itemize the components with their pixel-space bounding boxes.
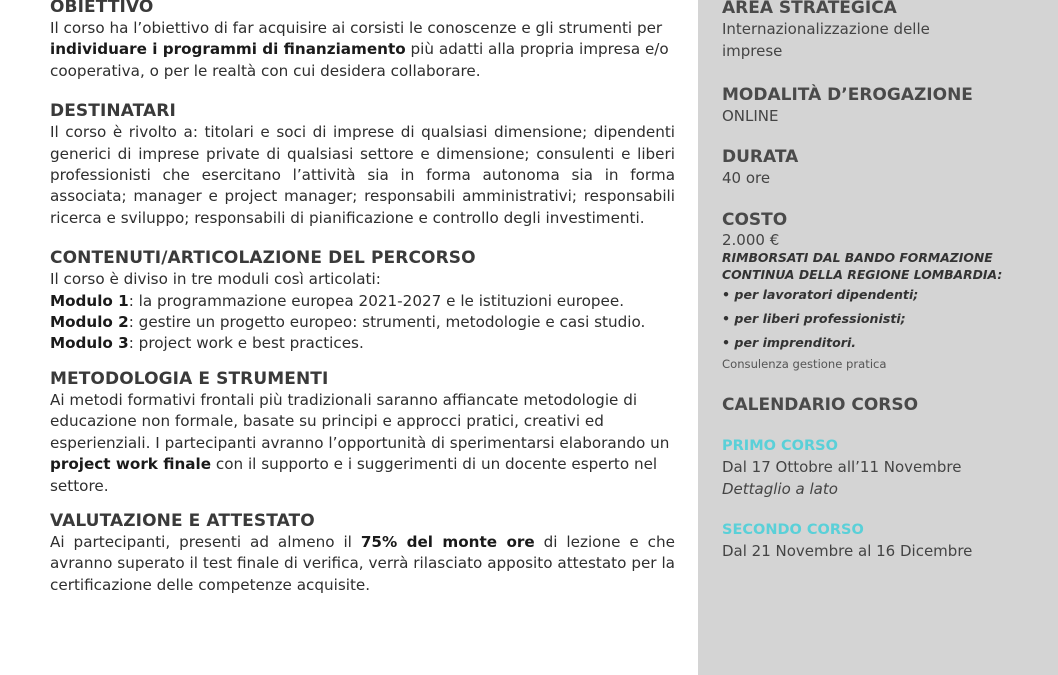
rimborso-line1: RIMBORSATI DAL BANDO FORMAZIONE: [722, 250, 993, 265]
section-destinatari: [50, 100, 675, 229]
module-text: : la programmazione europea 2021-2027 e le istituzioni europee.: [128, 291, 625, 310]
module-item: [50, 312, 675, 333]
primo-corso-detail: Dettaglio a lato: [722, 479, 838, 498]
modalita-value: ONLINE: [722, 107, 779, 125]
obiettivo-text-pre: Il corso ha l’obiettivo di far acquisire ai corsisti le conoscenze e gli strumenti per: [50, 19, 663, 37]
metodologia-text-bold: project work finale: [50, 455, 212, 474]
valutazione-text-pre: Ai partecipanti, presenti ad almeno il: [50, 532, 361, 551]
rimborso-line2: CONTINUA DELLA REGIONE LOMBARDIA:: [722, 267, 1003, 282]
main-content: [50, 0, 675, 596]
contenuti-intro: Il corso è diviso in tre moduli così articolati:: [50, 270, 381, 289]
primo-corso-dates: Dal 17 Ottobre all’11 Novembre: [722, 458, 962, 476]
section-contenuti: [50, 247, 675, 355]
rimborso-bullet: • per imprenditori.: [722, 335, 857, 350]
durata-title: DURATA: [722, 146, 799, 167]
module-text: : gestire un progetto europeo: strumenti, metodologie e casi studio.: [128, 313, 646, 332]
section-valutazione: [50, 510, 675, 596]
costo-value: 2.000 €: [722, 231, 780, 249]
area-title: AREA STRATEGICA: [722, 0, 897, 18]
module-label: Modulo 2: [50, 313, 129, 332]
module-text: : project work e best practices.: [128, 334, 364, 353]
info-sidebar-content: [722, 0, 1047, 563]
rimborso-bullet: • per liberi professionisti;: [722, 311, 906, 326]
obiettivo-text: [50, 18, 675, 82]
secondo-corso-dates: Dal 21 Novembre al 16 Dicembre: [722, 542, 973, 560]
metodologia-text-post: con il supporto e i suggerimenti di un docente esperto nel settore.: [50, 455, 658, 495]
module-label: Modulo 3: [50, 334, 129, 353]
valutazione-text-post: di lezione e che avranno superato il test finale di verifica, verrà rilasciato apposito attestato per la certificazione delle competenze acquisite.: [50, 532, 675, 594]
section-title-metodologia: METODOLOGIA E STRUMENTI: [50, 368, 329, 389]
section-metodologia: [50, 368, 675, 497]
module-label: Modulo 1: [50, 291, 129, 310]
costo-title: COSTO: [722, 210, 788, 230]
section-title-obiettivo: OBIETTIVO: [50, 0, 154, 17]
module-item: [50, 291, 675, 312]
section-obiettivo: [50, 0, 675, 82]
costo-note: Consulenza gestione pratica: [722, 357, 887, 371]
rimborso-bullet: • per lavoratori dipendenti;: [722, 287, 919, 302]
secondo-corso-label: SECONDO CORSO: [722, 522, 864, 538]
modalita-title: MODALITÀ D’EROGAZIONE: [722, 85, 973, 105]
valutazione-text: [50, 532, 675, 596]
calendario-title: CALENDARIO CORSO: [722, 395, 919, 415]
obiettivo-text-bold: individuare i programmi di finanziamento: [50, 40, 406, 59]
metodologia-text: [50, 390, 675, 497]
module-item: [50, 333, 675, 354]
section-title-valutazione: VALUTAZIONE E ATTESTATO: [50, 510, 315, 531]
metodologia-text-pre: Ai metodi formativi frontali più tradizionali saranno affiancate metodologie di educazione non formale, basate su principi e approcci pratici, creativi ed esperienziali. I partecipanti avranno l’opportunità di sperimentarsi elaborando un: [50, 390, 670, 452]
section-title-destinatari: DESTINATARI: [50, 101, 176, 122]
info-sidebar: [698, 0, 1058, 675]
primo-corso-label: PRIMO CORSO: [722, 438, 838, 454]
area-value-line1: Internazionalizzazione delle: [722, 20, 930, 38]
obiettivo-text-post: più adatti alla propria impresa e/o cooperativa, o per le realtà con cui desidera collaborare.: [50, 40, 669, 80]
section-title-contenuti: CONTENUTI/ARTICOLAZIONE DEL PERCORSO: [50, 248, 476, 269]
destinatari-text: Il corso è rivolto a: titolari e soci di imprese di qualsiasi dimensione; dipendenti generici di imprese private di qualsiasi settore e dimensione; consulenti e liberi professionisti che esercitano l’attività sia in forma autonoma sia in forma associata; manager e project manager; responsabili amministrativi; responsabili ricerca e sviluppo; responsabili di pianificazione e controllo degli investimenti.: [50, 123, 675, 227]
durata-value: 40 ore: [722, 168, 771, 187]
area-value-line2: imprese: [722, 41, 783, 60]
valutazione-text-bold: 75% del monte ore: [360, 532, 535, 551]
